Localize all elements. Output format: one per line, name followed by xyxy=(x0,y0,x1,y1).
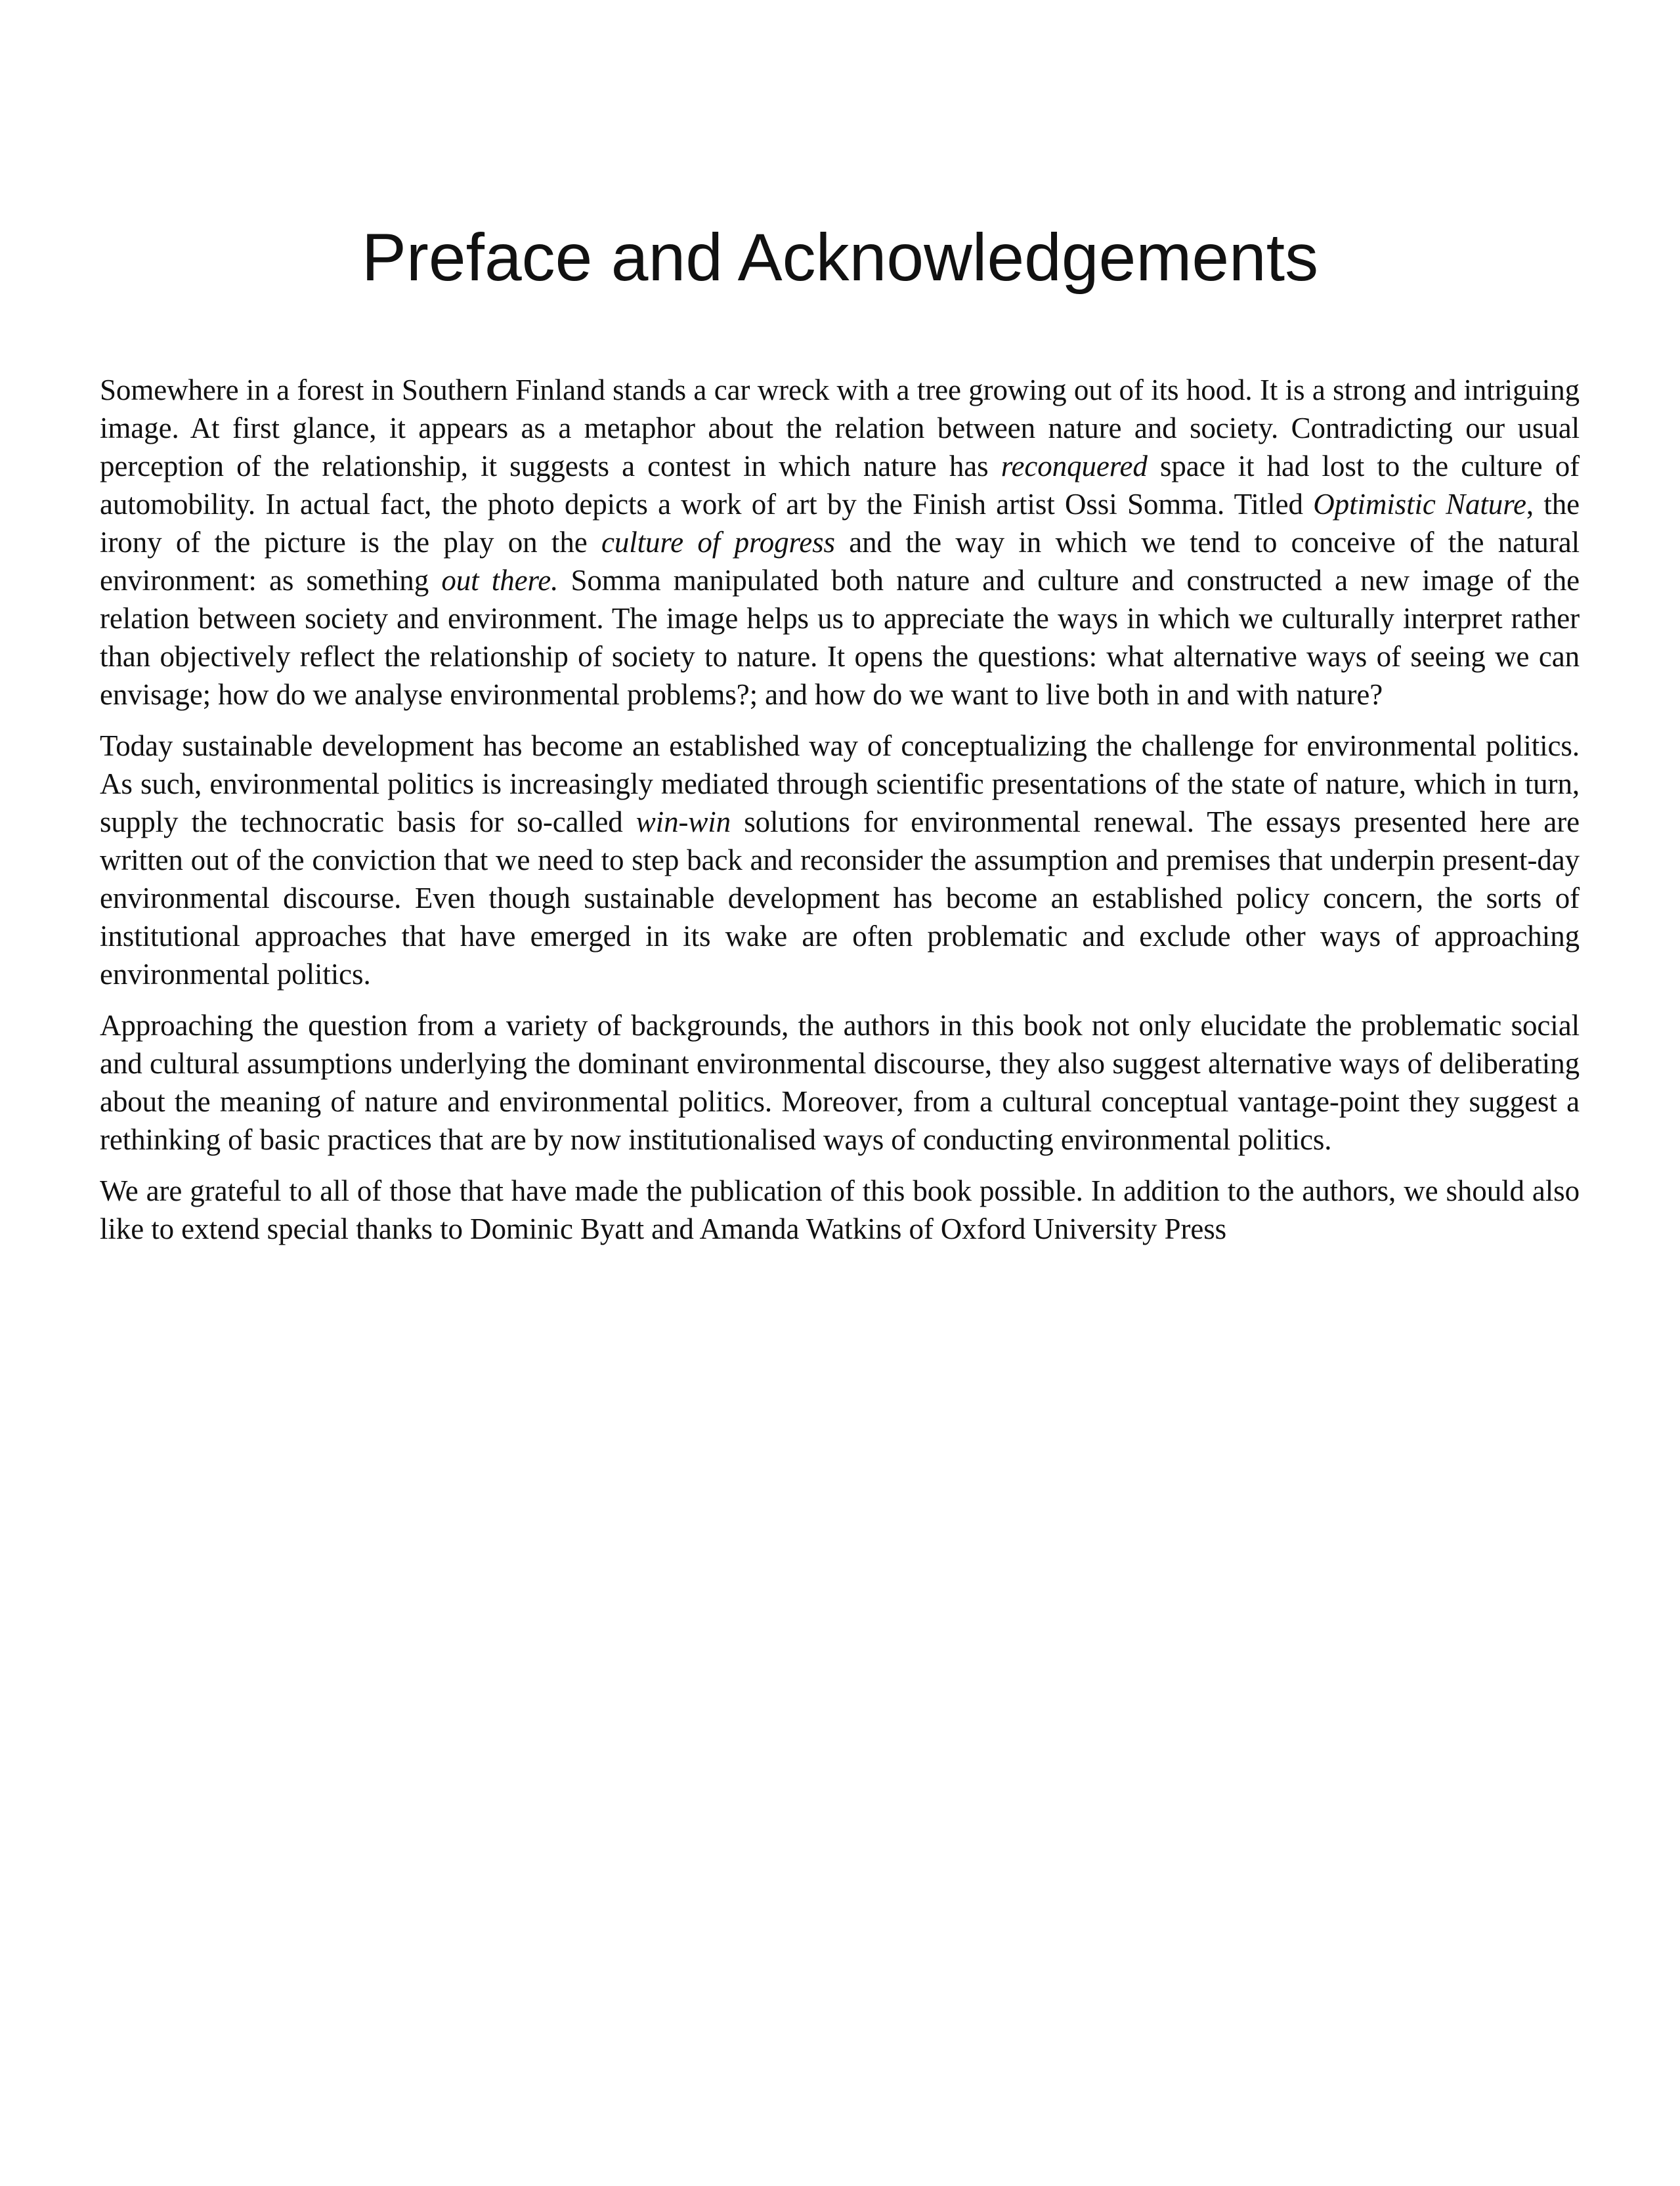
paragraph-1-text-5: Somma manipulated both nature and culture and constructed a new image of the relation between society and environment. The image helps us to appreciate the ways in which we culturally interpret rather than objectively reflect the relationship of society to nature. It opens the questions: what alternative ways of seeing we can envisage; how do we analyse environmental problems?; and how do we want to live both in and with nature? xyxy=(100,564,1580,711)
paragraph-3: Approaching the question from a variety of backgrounds, the authors in this book not only elucidate the problematic social and cultural assumptions underlying the dominant environmental discourse, they also suggest alternative ways of deliberating about the meaning of nature and environmental politics. Moreover, from a cultural conceptual vantage-point they suggest a rethinking of basic practices that are by now institutionalised ways of conducting environmental politics. xyxy=(100,1009,1580,1156)
emphasis-out-there: out there. xyxy=(441,564,559,597)
paragraph-1-text-2: space it had lost to the culture of automobility. In actual fact, the photo depicts a work of art by the Finish artist Ossi Somma. Titled xyxy=(100,450,1580,521)
body-text xyxy=(100,371,1580,1261)
emphasis-artwork-title: Optimistic Nature xyxy=(1313,488,1526,521)
paragraph-4: We are grateful to all of those that have made the publication of this book possible. In addition to the authors, we should also like to extend special thanks to Dominic Byatt and Amanda Watkins of Oxford University Press xyxy=(100,1174,1580,1245)
paragraph-1-text-1: Somewhere in a forest in Southern Finland stands a car wreck with a tree growing out of its hood. It is a strong and intriguing image. At first glance, it appears as a metaphor about the relation between nature and society. Contradicting our usual perception of the relationship, it suggests a contest in which nature has xyxy=(100,374,1580,482)
paragraph-1-text-3: , the irony of the picture is the play on the xyxy=(100,488,1580,559)
paragraph-2-text-2: solutions for environmental renewal. The essays presented here are written out of the conviction that we need to step back and reconsider the assumption and premises that underpin present-day environmental discourse. Even though sustainable development has become an established policy concern, the sorts of institutional approaches that have emerged in its wake are often problematic and exclude other ways of approaching environmental politics. xyxy=(100,805,1580,991)
paragraph-2-text-1: Today sustainable development has become an established way of conceptualizing the challenge for environmental politics. As such, environmental politics is increasingly mediated through scientific presentations of the state of nature, which in turn, supply the technocratic basis for so-called xyxy=(100,729,1580,838)
emphasis-culture-of-progress: culture of progress xyxy=(601,526,835,559)
paragraph-1-text-4: and the way in which we tend to conceive of the natural environment: as something xyxy=(100,526,1580,597)
page-title: Preface and Acknowledgements xyxy=(361,220,1319,295)
paragraph-1 xyxy=(100,371,1580,714)
emphasis-win-win: win-win xyxy=(635,805,731,838)
emphasis-reconquered: reconquered xyxy=(1001,450,1148,482)
paragraph-2 xyxy=(100,727,1580,993)
